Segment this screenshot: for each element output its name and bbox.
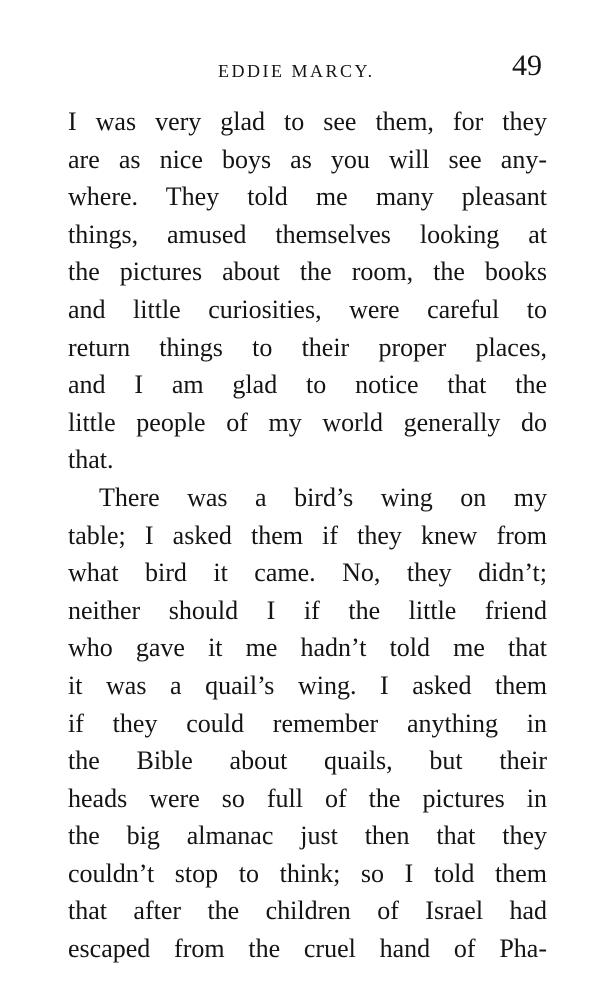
text-line: There was a bird’s wing on my: [99, 482, 547, 512]
text-line: that.: [68, 445, 114, 475]
running-head: [0, 50, 603, 86]
text-line: things, amused themselves looking at: [68, 219, 547, 249]
text-line: are as nice boys as you will see any-: [68, 144, 547, 174]
text-line: if they could remember anything in: [68, 708, 547, 738]
text-line: the Bible about quails, but their: [68, 746, 547, 776]
text-line: what bird it came. No, they didn’t;: [68, 558, 547, 588]
text-line: the big almanac just then that they: [68, 821, 547, 851]
text-line: I was very glad to see them, for they: [68, 107, 547, 136]
paragraph-1: [68, 103, 547, 479]
text-line: the pictures about the room, the books: [68, 257, 547, 287]
text-line: escaped from the cruel hand of Pha-: [68, 934, 547, 964]
text-line: table; I asked them if they knew from: [68, 520, 547, 550]
text-line: return things to their proper places,: [68, 332, 547, 362]
text-line: couldn’t stop to think; so I told them: [68, 858, 547, 888]
body-text: [68, 103, 547, 968]
text-line: it was a quail’s wing. I asked them: [68, 670, 547, 700]
text-line: where. They told me many pleasant: [68, 182, 547, 212]
text-line: and I am glad to notice that the: [68, 370, 547, 400]
text-line: that after the children of Israel had: [68, 896, 547, 926]
text-line: and little curiosities, were careful to: [68, 294, 547, 324]
running-title: EDDIE MARCY.: [218, 61, 375, 81]
page-number: 49: [512, 49, 542, 82]
text-line: little people of my world generally do: [68, 407, 547, 437]
paragraph-2: [68, 479, 547, 968]
text-line: neither should I if the little friend: [68, 595, 547, 625]
text-line: heads were so full of the pictures in: [68, 783, 547, 813]
text-line: who gave it me hadn’t told me that: [68, 633, 547, 663]
